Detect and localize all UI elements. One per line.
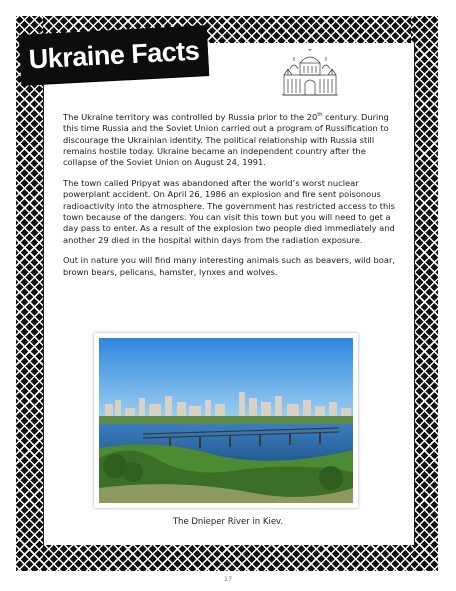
paragraph-pripyat: The town called Pripyat was abandoned after the world’s worst nuclear powerplant accident. On April 26, 1986 an explosion and fire sent poisonous radioactivity into the atmosphere. The government has restricted access to this town because of the dangers. You can visit this town but you will need to get a day pass to enter. As a result of the explosion two people died immediately and another 29 died in the hospital within days from the radiation exposure. <box>63 177 395 245</box>
border-right <box>411 16 438 571</box>
river-image <box>99 338 353 503</box>
paragraph-animals: Out in nature you will find many interesting animals such as beavers, wild boar, brown bears, pelicans, hamster, lynxes and wolves. <box>63 255 396 277</box>
border-bottom <box>16 544 438 571</box>
page-title: Ukraine Facts <box>28 35 200 74</box>
dnieper-river-photo <box>94 333 358 508</box>
title-banner <box>19 25 209 85</box>
photo-caption: The Dnieper River in Kiev. <box>172 517 284 527</box>
page-number: 17 <box>223 575 233 583</box>
paragraph-history: The Ukraine territory was controlled by Russia prior to the 20th century. During this time Russia and the Soviet Union carried out a program of Russification to discourage the Ukrainian identity. The political relationship with Russia still remains hostile today. Ukraine became an independent country after the collapse of the Soviet Union on August 24, 1991. <box>63 111 389 168</box>
body-text <box>63 110 395 287</box>
cathedral-icon <box>278 49 342 97</box>
border-left <box>16 16 43 571</box>
